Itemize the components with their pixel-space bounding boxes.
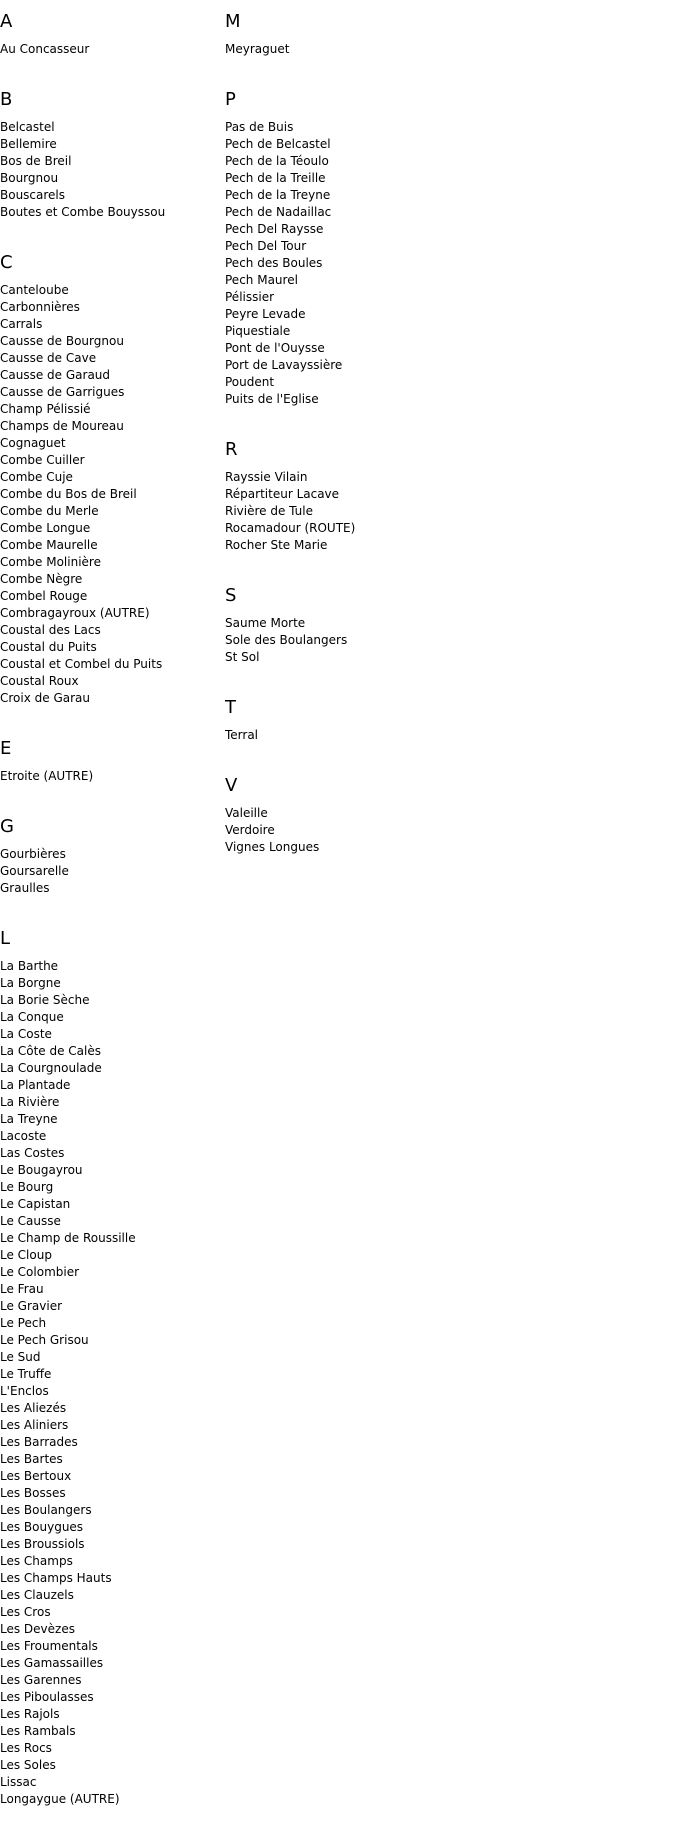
entry-combe-du-bos-de-breil[interactable]: Combe du Bos de Breil <box>0 487 137 501</box>
letter-heading-s: S <box>225 585 237 606</box>
entry-les-boulangers[interactable]: Les Boulangers <box>0 1503 92 1517</box>
letter-heading-p: P <box>225 89 236 110</box>
letter-group-v <box>225 764 450 876</box>
entry-repartiteur-lacave[interactable]: Répartiteur Lacave <box>225 487 340 501</box>
entry-champs-de-moureau[interactable]: Champs de Moureau <box>0 419 124 433</box>
entry-la-barthe[interactable]: La Barthe <box>0 959 59 973</box>
entry-carrals[interactable]: Carrals <box>0 317 43 331</box>
entry-les-gamassailles[interactable]: Les Gamassailles <box>0 1656 104 1670</box>
entry-list-b <box>0 111 225 241</box>
entry-les-cros[interactable]: Les Cros <box>0 1605 51 1619</box>
entry-combe-moliniere[interactable]: Combe Molinière <box>0 555 101 569</box>
entry-list-g <box>0 838 225 917</box>
entry-combe-maurelle[interactable]: Combe Maurelle <box>0 538 98 552</box>
letter-group-g <box>0 805 225 917</box>
entry-list-p <box>225 111 450 428</box>
letter-group-b <box>0 78 225 241</box>
entry-poudent[interactable]: Poudent <box>225 375 275 389</box>
entry-le-cloup[interactable]: Le Cloup <box>0 1248 52 1262</box>
entry-pelissier[interactable]: Pélissier <box>225 290 275 304</box>
letter-heading-m: M <box>225 11 241 32</box>
entry-combe-du-merle[interactable]: Combe du Merle <box>0 504 99 518</box>
entry-meyraguet[interactable]: Meyraguet <box>225 42 290 56</box>
entry-rocher-ste-marie[interactable]: Rocher Ste Marie <box>225 538 328 552</box>
entry-le-sud[interactable]: Le Sud <box>0 1350 41 1364</box>
entry-list-e <box>0 760 225 805</box>
entry-lissac[interactable]: Lissac <box>0 1775 37 1789</box>
entry-combe-longue[interactable]: Combe Longue <box>0 521 91 535</box>
entry-le-capistan[interactable]: Le Capistan <box>0 1197 71 1211</box>
entry-les-aliezes[interactable]: Les Aliezés <box>0 1401 67 1415</box>
entry-pech-del-raysse[interactable]: Pech Del Raysse <box>225 222 324 236</box>
letter-heading-t: T <box>225 697 236 718</box>
entry-lacoste[interactable]: Lacoste <box>0 1129 47 1143</box>
letter-group-t <box>225 686 450 764</box>
letter-heading-g: G <box>0 816 14 837</box>
letter-group-a <box>0 0 225 78</box>
entry-etroite-autre[interactable]: Etroite (AUTRE) <box>0 769 94 783</box>
entry-belcastel[interactable]: Belcastel <box>0 120 55 134</box>
entry-le-bourg[interactable]: Le Bourg <box>0 1180 54 1194</box>
letter-group-l <box>0 917 225 1828</box>
entry-le-pech-grisou[interactable]: Le Pech Grisou <box>0 1333 89 1347</box>
entry-carbonnieres[interactable]: Carbonnières <box>0 300 80 314</box>
entry-combel-rouge[interactable]: Combel Rouge <box>0 589 88 603</box>
entry-le-pech[interactable]: Le Pech <box>0 1316 47 1330</box>
entry-bos-de-breil[interactable]: Bos de Breil <box>0 154 72 168</box>
letter-heading-c: C <box>0 252 13 273</box>
letter-heading-e: E <box>0 738 12 759</box>
entry-les-champs[interactable]: Les Champs <box>0 1554 73 1568</box>
entry-la-borgne[interactable]: La Borgne <box>0 976 61 990</box>
entry-list-s <box>225 607 450 686</box>
entry-puits-de-l-eglise[interactable]: Puits de l'Eglise <box>225 392 319 406</box>
entry-le-causse[interactable]: Le Causse <box>0 1214 61 1228</box>
entry-causse-de-bourgnou[interactable]: Causse de Bourgnou <box>0 334 124 348</box>
entry-les-broussiols[interactable]: Les Broussiols <box>0 1537 85 1551</box>
entry-les-bosses[interactable]: Les Bosses <box>0 1486 66 1500</box>
entry-la-riviere[interactable]: La Rivière <box>0 1095 60 1109</box>
entry-croix-de-garau[interactable]: Croix de Garau <box>0 691 90 705</box>
entry-longaygue-autre[interactable]: Longaygue (AUTRE) <box>0 1792 120 1806</box>
entry-les-barrades[interactable]: Les Barrades <box>0 1435 78 1449</box>
letter-heading-r: R <box>225 439 238 460</box>
entry-coustal-roux[interactable]: Coustal Roux <box>0 674 79 688</box>
entry-causse-de-garrigues[interactable]: Causse de Garrigues <box>0 385 125 399</box>
letter-heading-a: A <box>0 11 13 32</box>
entry-pech-de-la-treyne[interactable]: Pech de la Treyne <box>225 188 331 202</box>
entry-rayssie-vilain[interactable]: Rayssie Vilain <box>225 470 308 484</box>
entry-pont-de-l-ouysse[interactable]: Pont de l'Ouysse <box>225 341 325 355</box>
entry-pech-de-la-treille[interactable]: Pech de la Treille <box>225 171 326 185</box>
entry-bellemire[interactable]: Bellemire <box>0 137 57 151</box>
entry-la-conque[interactable]: La Conque <box>0 1010 64 1024</box>
letter-heading-b: B <box>0 89 13 110</box>
letter-group-m <box>225 0 450 78</box>
entry-piquestiale[interactable]: Piquestiale <box>225 324 291 338</box>
entry-la-cote-de-cales[interactable]: La Côte de Calès <box>0 1044 101 1058</box>
entry-list-l <box>0 950 225 1828</box>
entry-la-plantade[interactable]: La Plantade <box>0 1078 71 1092</box>
letter-group-c <box>0 241 225 727</box>
entry-coustal-des-lacs[interactable]: Coustal des Lacs <box>0 623 101 637</box>
letter-group-r <box>225 428 450 574</box>
entry-les-clauzels[interactable]: Les Clauzels <box>0 1588 74 1602</box>
entry-rocamadour-route[interactable]: Rocamadour (ROUTE) <box>225 521 356 535</box>
entry-la-courgnoulade[interactable]: La Courgnoulade <box>0 1061 102 1075</box>
entry-combe-cuje[interactable]: Combe Cuje <box>0 470 73 484</box>
entry-cognaguet[interactable]: Cognaguet <box>0 436 66 450</box>
right-column <box>225 0 450 876</box>
letter-group-p <box>225 78 450 428</box>
entry-list-m <box>225 33 450 78</box>
entry-la-treyne[interactable]: La Treyne <box>0 1112 58 1126</box>
entry-riviere-de-tule[interactable]: Rivière de Tule <box>225 504 314 518</box>
entry-graulles[interactable]: Graulles <box>0 881 50 895</box>
entry-le-gravier[interactable]: Le Gravier <box>0 1299 63 1313</box>
entry-port-de-lavayssiere[interactable]: Port de Lavayssière <box>225 358 343 372</box>
entry-list-c <box>0 274 225 727</box>
entry-les-piboulasses[interactable]: Les Piboulasses <box>0 1690 94 1704</box>
entry-pech-maurel[interactable]: Pech Maurel <box>225 273 298 287</box>
entry-le-champ-de-roussille[interactable]: Le Champ de Roussille <box>0 1231 136 1245</box>
entry-les-rocs[interactable]: Les Rocs <box>0 1741 52 1755</box>
entry-pech-del-tour[interactable]: Pech Del Tour <box>225 239 307 253</box>
entry-les-rajols[interactable]: Les Rajols <box>0 1707 60 1721</box>
left-column <box>0 0 225 1828</box>
entry-las-costes[interactable]: Las Costes <box>0 1146 65 1160</box>
entry-champ-pelissie[interactable]: Champ Pélissié <box>0 402 91 416</box>
entry-st-sol[interactable]: St Sol <box>225 650 260 664</box>
letter-group-e <box>0 727 225 805</box>
entry-pas-de-buis[interactable]: Pas de Buis <box>225 120 294 134</box>
entry-les-rambals[interactable]: Les Rambals <box>0 1724 76 1738</box>
entry-les-aliniers[interactable]: Les Aliniers <box>0 1418 69 1432</box>
entry-bouscarels[interactable]: Bouscarels <box>0 188 66 202</box>
entry-les-garennes[interactable]: Les Garennes <box>0 1673 82 1687</box>
entry-causse-de-garaud[interactable]: Causse de Garaud <box>0 368 111 382</box>
entry-la-borie-seche[interactable]: La Borie Sèche <box>0 993 90 1007</box>
entry-valeille[interactable]: Valeille <box>225 806 268 820</box>
entry-les-bertoux[interactable]: Les Bertoux <box>0 1469 72 1483</box>
entry-le-truffe[interactable]: Le Truffe <box>0 1367 52 1381</box>
entry-list-t <box>225 719 450 764</box>
entry-goursarelle[interactable]: Goursarelle <box>0 864 69 878</box>
entry-canteloube[interactable]: Canteloube <box>0 283 69 297</box>
entry-combe-cuiller[interactable]: Combe Cuiller <box>0 453 85 467</box>
entry-les-champs-hauts[interactable]: Les Champs Hauts <box>0 1571 112 1585</box>
entry-les-soles[interactable]: Les Soles <box>0 1758 56 1772</box>
entry-au-concasseur[interactable]: Au Concasseur <box>0 42 90 56</box>
entry-vignes-longues[interactable]: Vignes Longues <box>225 840 320 854</box>
entry-gourbieres[interactable]: Gourbières <box>0 847 66 861</box>
entry-la-coste[interactable]: La Coste <box>0 1027 52 1041</box>
entry-sole-des-boulangers[interactable]: Sole des Boulangers <box>225 633 348 647</box>
letter-heading-l: L <box>0 928 11 949</box>
entry-verdoire[interactable]: Verdoire <box>225 823 275 837</box>
entry-les-devezes[interactable]: Les Devèzes <box>0 1622 75 1636</box>
entry-list-a <box>0 33 225 78</box>
entry-list-v <box>225 797 450 876</box>
entry-les-froumentals[interactable]: Les Froumentals <box>0 1639 98 1653</box>
entry-le-colombier[interactable]: Le Colombier <box>0 1265 80 1279</box>
entry-les-bouygues[interactable]: Les Bouygues <box>0 1520 84 1534</box>
entry-saume-morte[interactable]: Saume Morte <box>225 616 306 630</box>
entry-l-enclos[interactable]: L'Enclos <box>0 1384 49 1398</box>
letter-group-s <box>225 574 450 686</box>
entry-pech-de-nadaillac[interactable]: Pech de Nadaillac <box>225 205 332 219</box>
entry-les-bartes[interactable]: Les Bartes <box>0 1452 63 1466</box>
entry-causse-de-cave[interactable]: Causse de Cave <box>0 351 97 365</box>
entry-terral[interactable]: Terral <box>225 728 259 742</box>
entry-coustal-et-combel-du-puits[interactable]: Coustal et Combel du Puits <box>0 657 163 671</box>
entry-bourgnou[interactable]: Bourgnou <box>0 171 59 185</box>
entry-le-frau[interactable]: Le Frau <box>0 1282 44 1296</box>
entry-le-bougayrou[interactable]: Le Bougayrou <box>0 1163 83 1177</box>
letter-heading-v: V <box>225 775 238 796</box>
entry-combe-negre[interactable]: Combe Nègre <box>0 572 83 586</box>
entry-pech-de-belcastel[interactable]: Pech de Belcastel <box>225 137 331 151</box>
entry-list-r <box>225 461 450 574</box>
entry-pech-de-la-teoulo[interactable]: Pech de la Téoulo <box>225 154 329 168</box>
entry-boutes-et-combe-bouyssou[interactable]: Boutes et Combe Bouyssou <box>0 205 166 219</box>
entry-combragayroux-autre[interactable]: Combragayroux (AUTRE) <box>0 606 150 620</box>
entry-peyre-levade[interactable]: Peyre Levade <box>225 307 306 321</box>
entry-pech-des-boules[interactable]: Pech des Boules <box>225 256 323 270</box>
entry-coustal-du-puits[interactable]: Coustal du Puits <box>0 640 97 654</box>
